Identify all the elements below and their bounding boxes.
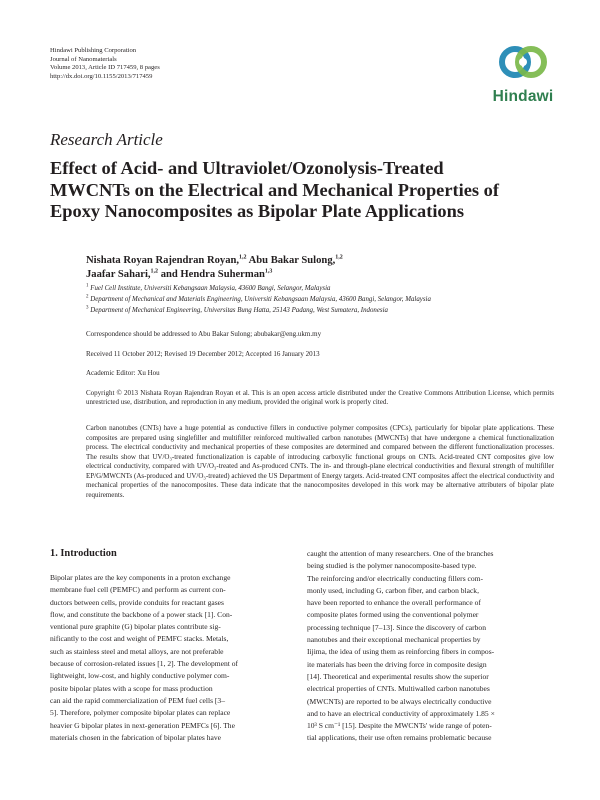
text-line: being studied is the polymer nanocomposite-based type. xyxy=(307,561,477,571)
author-list xyxy=(86,254,343,282)
article-title xyxy=(50,158,570,223)
text-line: flow, and constitute the backbone of a power stack [1]. Con- xyxy=(50,609,233,619)
text-line: because of corrosion-related issues [1, 2]. The development of xyxy=(50,659,239,669)
abstract: Carbon nanotubes (CNTs) have a huge potential as conductive fillers in conductive polymer composites (CPCs), particularly for bipolar plate applications. These composites are prepared using singlefiller and multifiller reinforced multiwalled carbon nanotubes (MWCNTs) that have undergone a chemical functionalization process. The electrical conductivity and mechanical properties of these composites are determined and compared between the different functionalization processes. The results show that UV/O₃-treated functionalization is capable of introducing carboxylic functional groups on CNTs. Acid-treated CNT composites give low electrical conductivity, compared with UV/O₃-treated and As-produced CNTs. The in- and through-plane electrical conductivities and flexural strength of multifiller EP/G/MWCNTs (As-produced and UV/O₃-treated) achieved the US Department of Energy targets. Acid-treated CNT composites affect the electrical conductivity and mechanical properties of the nanocomposites. These data indicate that the nanocomposites developed in this work may be alternative attributers of bipolar plate requirements. xyxy=(86,424,554,499)
text-line: composite plates formed using the conventional polymer xyxy=(307,610,479,620)
publisher-name: Hindawi Publishing Corporation xyxy=(50,47,137,54)
affiliation: $^2$ Department of Mechanical and Materials Engineering, Universiti Kebangsaan Malaysia, 43600 Bangi, Selangor, Malaysia xyxy=(86,294,431,303)
text-line: caught the attention of many researchers. One of the branches xyxy=(307,549,494,558)
article-dates: Received 11 October 2012; Revised 19 December 2012; Accepted 16 January 2013 xyxy=(86,350,320,358)
text-line: processing technique [7–13]. Since the discovery of carbon xyxy=(307,622,486,632)
text-line: materials chosen in the fabrication of bipolar plates have xyxy=(50,732,221,742)
section-heading: 1. Introduction xyxy=(50,548,117,559)
correspondence: Correspondence should be addressed to Abu Bakar Sulong; abubakar@eng.ukm.my xyxy=(86,330,322,338)
article-type-label: Research Article xyxy=(50,130,163,149)
text-line: Bipolar plates are the key components in a proton exchange xyxy=(50,573,231,582)
title-line: Effect of Acid- and Ultraviolet/Ozonolysis-Treated xyxy=(50,158,444,178)
text-line: heavier G bipolar plates in next-generation PEMFCs [6]. The xyxy=(50,720,235,730)
hindawi-logo xyxy=(487,38,559,108)
title-line: MWCNTs on the Electrical and Mechanical Properties of xyxy=(50,179,499,200)
text-line: ventional pure graphite (G) bipolar plates contribute sig- xyxy=(50,622,221,632)
text-line: The reinforcing and/or electrically conducting fillers com- xyxy=(307,573,484,583)
author-name: and Hendra Suherman xyxy=(158,269,265,280)
author-affil-sup: 1,3 xyxy=(264,268,273,275)
affiliation: $^3$ Department of Mechanical Engineering, Universitas Bung Hatta, 25143 Padang, West Sumatera, Indonesia xyxy=(86,305,388,314)
author-affil-sup: 1,2 xyxy=(335,254,343,261)
left-column xyxy=(50,572,297,744)
text-line: 10³ S cm⁻¹ [15]. Despite the MWCNTs' wide range of poten- xyxy=(307,721,492,731)
text-line: can aid the rapid commercialization of PEM fuel cells [3– xyxy=(50,695,225,705)
hindawi-rings-icon xyxy=(497,38,549,86)
text-line: lightweight, low-cost, and highly conductive polymer com- xyxy=(50,671,230,681)
text-line: Iijima, the idea of using them as reinforcing fibers in compos- xyxy=(307,647,495,657)
volume-line: Volume 2013, Article ID 717459, 8 pages xyxy=(50,64,160,72)
title-line: Epoxy Nanocomposites as Bipolar Plate Applications xyxy=(50,201,465,221)
author-affil-sup: 1,2 xyxy=(239,254,247,261)
text-line: monly used, including G, carbon fiber, and carbon black, xyxy=(307,585,479,595)
journal-header xyxy=(50,47,160,81)
journal-name: Journal of Nanomaterials xyxy=(50,55,117,63)
author-affil-sup: 1,2 xyxy=(150,268,159,275)
doi-link[interactable]: http://dx.doi.org/10.1155/2013/717459 xyxy=(50,72,153,80)
hindawi-wordmark: Hindawi xyxy=(492,88,554,105)
text-line: have been reported to enhance the overall performance of xyxy=(307,598,481,608)
right-column xyxy=(307,548,554,745)
text-line: electrical properties of CNTs. Multiwalled carbon nanotubes xyxy=(307,684,490,694)
text-line: 5]. Therefore, polymer composite bipolar plates can replace xyxy=(50,708,231,718)
author-name: Nishata Royan Rajendran Royan, xyxy=(86,255,240,266)
text-line: ite materials has been the driving force in composite design xyxy=(307,659,487,669)
text-line: nanotubes and their exceptional mechanical properties by xyxy=(307,635,481,645)
text-line: posite bipolar plates with a scope for mass production xyxy=(50,683,213,693)
text-line: (MWCNTs) are reported to be always electrically conductive xyxy=(307,696,492,706)
text-line: such as stainless steel and metal alloys, are not preferable xyxy=(50,646,224,656)
affiliation-list xyxy=(86,283,431,316)
text-line: nificantly to the cost and weight of PEMFC stacks. Metals, xyxy=(50,634,229,644)
academic-editor: Academic Editor: Xu Hou xyxy=(86,369,160,377)
author-name: Jaafar Sahari, xyxy=(86,269,151,280)
copyright-notice: Copyright © 2013 Nishata Royan Rajendran Royan et al. This is an open access article distributed under the Creative Commons Attribution License, which permits unrestricted use, distribution, and reproduction in any medium, provided the original work is properly cited. xyxy=(86,389,554,406)
text-line: and to have an electrical conductivity of approximately 1.85 × xyxy=(307,708,495,718)
text-line: tial applications, their use often remains problematic because xyxy=(307,733,492,743)
text-line: [14]. Theoretical and experimental results show the superior xyxy=(307,671,489,681)
text-line: ductors between cells, provide conduits for reactant gases xyxy=(50,597,224,607)
affiliation: $^1$ Fuel Cell Institute, Universiti Kebangsaan Malaysia, 43600 Bangi, Selangor, Malaysia xyxy=(86,283,331,292)
text-line: membrane fuel cell (PEMFC) and perform as current con- xyxy=(50,585,226,595)
author-name: Abu Bakar Sulong, xyxy=(246,255,336,266)
